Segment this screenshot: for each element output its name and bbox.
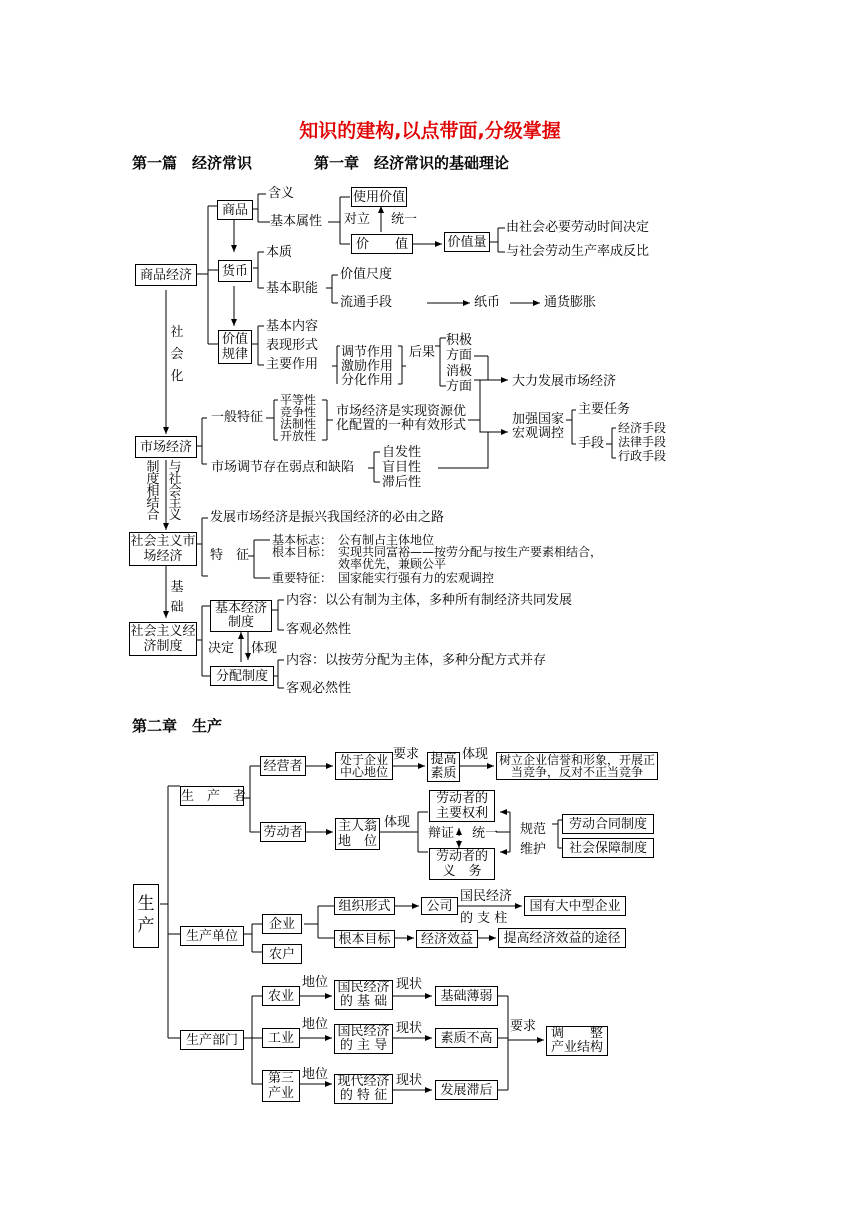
label-dialectic: 辩证 bbox=[428, 826, 455, 841]
node-soe: 国有大中型企业 bbox=[524, 896, 626, 916]
label-basic-attr: 基本属性 bbox=[270, 214, 323, 229]
label-goal: 实现共同富裕——按劳分配与按生产要素相结合， bbox=[338, 545, 603, 559]
node-money: 货币 bbox=[218, 260, 252, 282]
node-market-economy: 市场经济 bbox=[135, 436, 197, 458]
node-credit-competition: 树立企业信誉和形象，开展正当竞争，反对不正当竞争 bbox=[496, 752, 658, 780]
node-agriculture: 农业 bbox=[262, 986, 300, 1006]
label-require-1: 要求 bbox=[393, 747, 420, 762]
label-determined-by-time: 由社会必要劳动时间决定 bbox=[506, 220, 650, 235]
label-position-3: 地位 bbox=[302, 1067, 329, 1082]
label-weakness: 市场调节存在弱点和缺陷 bbox=[211, 460, 355, 475]
node-low-quality: 素质不高 bbox=[435, 1028, 498, 1048]
label-key-title: 重要特征： bbox=[272, 571, 333, 585]
label-pillar: 国民经济的 支 柱 bbox=[460, 889, 513, 926]
label-value-measure: 价值尺度 bbox=[340, 267, 393, 282]
node-tertiary: 第三产业 bbox=[262, 1070, 300, 1102]
label-differentiation-role: 分化作用 bbox=[341, 373, 394, 388]
label-goal-title: 根本目标： bbox=[272, 545, 333, 559]
label-unity: 统一 bbox=[391, 212, 418, 227]
label-legality: 法制性 bbox=[280, 417, 317, 431]
label-legal-means: 法律手段 bbox=[618, 435, 667, 449]
label-basic-function: 基本职能 bbox=[266, 281, 319, 296]
label-efficient-form: 市场经济是实现资源优化配置的一种有效形式 bbox=[336, 404, 467, 433]
label-key: 国家能实行强有力的宏观调控 bbox=[338, 571, 495, 585]
label-equality: 平等性 bbox=[280, 393, 317, 407]
label-embody-3: 体现 bbox=[384, 815, 411, 830]
node-value: 价 值 bbox=[351, 234, 413, 254]
label-law-content: 基本内容 bbox=[266, 319, 319, 334]
node-value-amount: 价值量 bbox=[444, 232, 490, 252]
label-position-1: 地位 bbox=[302, 975, 329, 990]
label-meaning: 含义 bbox=[268, 186, 295, 201]
node-agri-position: 国民经济的 基 础 bbox=[334, 980, 393, 1010]
chapter2-heading: 第二章 生产 bbox=[132, 717, 223, 735]
label-status-2: 现状 bbox=[396, 1021, 423, 1036]
chapter-heading: 第一章 经济常识的基础理论 bbox=[314, 154, 510, 172]
node-fundamental-goal: 根本目标 bbox=[334, 930, 395, 948]
label-incentive-role: 激励作用 bbox=[341, 359, 394, 374]
label-feature: 特 征 bbox=[210, 548, 250, 563]
node-farmer: 农户 bbox=[262, 944, 302, 964]
label-openness: 开放性 bbox=[280, 429, 317, 443]
label-law-role: 主要作用 bbox=[266, 357, 319, 372]
node-production-unit: 生产单位 bbox=[180, 926, 244, 946]
label-require-2: 要求 bbox=[510, 1019, 537, 1034]
label-positive-side: 积极方面 bbox=[446, 333, 473, 363]
label-lag: 滞后性 bbox=[382, 475, 422, 490]
label-embody-2: 体现 bbox=[462, 747, 489, 762]
node-master-position: 主人翁地 位 bbox=[335, 818, 380, 850]
label-sign: 公有制占主体地位 bbox=[338, 533, 435, 547]
label-strengthen-control: 加强国家宏观调控 bbox=[512, 412, 565, 441]
label-unity-2: 统一 bbox=[472, 826, 499, 841]
node-use-value: 使用价值 bbox=[351, 187, 407, 207]
node-labor-contract: 劳动合同制度 bbox=[562, 814, 654, 834]
node-org-form: 组织形式 bbox=[334, 897, 395, 915]
label-content-distribution: 内容：以按劳分配为主体，多种分配方式并存 bbox=[286, 653, 547, 668]
node-lagging: 发展滞后 bbox=[435, 1080, 498, 1100]
node-industry-position: 国民经济的 主 导 bbox=[334, 1024, 393, 1054]
label-regulating-role: 调节作用 bbox=[341, 345, 394, 360]
label-foundation: 基础 bbox=[170, 580, 184, 615]
node-distribution: 分配制度 bbox=[210, 666, 274, 686]
label-inverse-productivity: 与社会劳动生产率成反比 bbox=[506, 244, 650, 259]
node-basic-econ-system: 基本经济制度 bbox=[210, 600, 272, 632]
node-enterprise: 企业 bbox=[262, 914, 302, 934]
node-industry: 工业 bbox=[262, 1028, 300, 1048]
node-production-sector: 生产部门 bbox=[180, 1030, 244, 1050]
label-law-form: 表现形式 bbox=[266, 338, 319, 353]
node-commodity: 商品 bbox=[217, 200, 253, 220]
label-status-1: 现状 bbox=[396, 977, 423, 992]
node-socialist-system: 社会主义经济制度 bbox=[130, 624, 196, 654]
node-economic-efficiency: 经济效益 bbox=[416, 930, 478, 948]
label-embody: 体现 bbox=[251, 641, 278, 656]
label-essence: 本质 bbox=[266, 245, 293, 260]
node-social-security: 社会保障制度 bbox=[562, 838, 654, 858]
label-main-task: 主要任务 bbox=[578, 402, 631, 417]
label-regulate-maintain: 规范维护 bbox=[520, 822, 547, 857]
label-circulation: 流通手段 bbox=[340, 295, 393, 310]
node-worker: 劳动者 bbox=[260, 822, 306, 842]
label-socialize: 社会化 bbox=[170, 325, 184, 384]
node-operator: 经营者 bbox=[260, 756, 306, 776]
node-worker-rights: 劳动者的主要权利 bbox=[429, 790, 495, 822]
node-socialist-market: 社会主义市场经济 bbox=[130, 534, 196, 564]
node-value-law: 价值规律 bbox=[218, 330, 252, 364]
label-with-socialism: 与社会主义 bbox=[168, 460, 182, 523]
label-objective-2: 客观必然性 bbox=[286, 681, 352, 696]
page-title: 知识的建构,以点带面,分级掌握 bbox=[299, 120, 561, 142]
label-spontaneity: 自发性 bbox=[382, 445, 422, 460]
label-content-ownership: 内容：以公有制为主体，多种所有制经济共同发展 bbox=[286, 593, 573, 608]
node-production: 生产 bbox=[133, 884, 159, 948]
label-competitiveness: 竞争性 bbox=[280, 405, 317, 419]
label-objective-1: 客观必然性 bbox=[286, 622, 352, 637]
label-decide: 决定 bbox=[208, 641, 235, 656]
label-negative-side: 消极方面 bbox=[446, 364, 473, 394]
node-tertiary-position: 现代经济的 特 征 bbox=[334, 1074, 393, 1104]
label-result: 后果 bbox=[409, 345, 436, 360]
label-opposite: 对立 bbox=[344, 212, 371, 227]
node-adjust-structure: 调 整产业结构 bbox=[546, 1026, 608, 1056]
label-goal-cont: 效率优先，兼顾公平 bbox=[338, 557, 447, 571]
node-commodity-economy: 商品经济 bbox=[135, 264, 197, 286]
label-administrative-means: 行政手段 bbox=[618, 449, 667, 463]
node-center-position: 处于企业中心地位 bbox=[335, 752, 393, 780]
node-weak-base: 基础薄弱 bbox=[435, 986, 498, 1006]
node-producer: 生 产 者 bbox=[180, 786, 244, 806]
label-sign-title: 基本标志： bbox=[272, 533, 333, 547]
label-develop-market: 大力发展市场经济 bbox=[512, 374, 617, 389]
label-status-3: 现状 bbox=[396, 1073, 423, 1088]
label-economic-means: 经济手段 bbox=[618, 421, 667, 435]
part-heading: 第一篇 经济常识 bbox=[132, 154, 253, 172]
label-paper-money: 纸币 bbox=[474, 295, 501, 310]
label-necessary-path: 发展市场经济是振兴我国经济的必由之路 bbox=[210, 510, 445, 525]
node-company: 公司 bbox=[421, 897, 458, 915]
label-general-features: 一般特征 bbox=[211, 410, 264, 425]
node-raise-quality: 提高素质 bbox=[427, 752, 460, 782]
label-system-combined: 制度相结合 bbox=[146, 460, 160, 523]
label-blindness: 盲目性 bbox=[382, 460, 422, 475]
label-means: 手段 bbox=[578, 436, 605, 451]
label-inflation: 通货膨胀 bbox=[544, 295, 597, 310]
node-improve-efficiency: 提高经济效益的途径 bbox=[498, 928, 626, 948]
label-position-2: 地位 bbox=[302, 1017, 329, 1032]
node-worker-duty: 劳动者的义 务 bbox=[429, 848, 495, 880]
